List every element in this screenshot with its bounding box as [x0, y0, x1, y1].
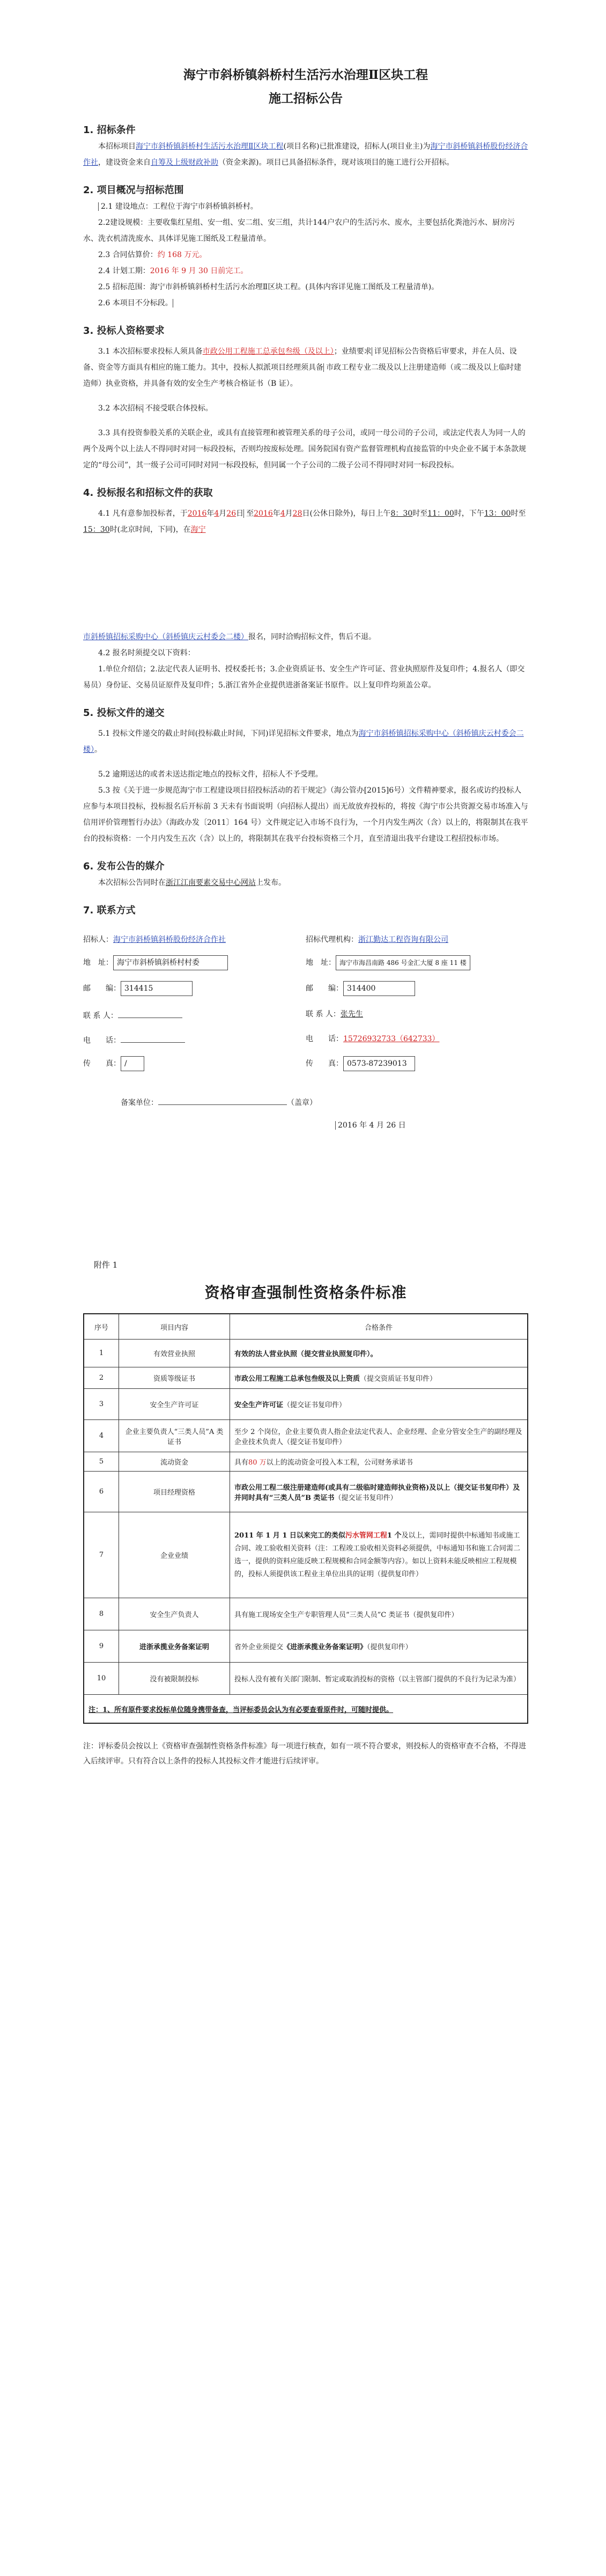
contact-cell	[83, 976, 306, 1001]
section-4-heading: 4. 投标报名和招标文件的获取	[83, 487, 213, 499]
table-row	[84, 1389, 528, 1420]
table-footnote-row	[84, 1695, 528, 1724]
contact-row-phone	[83, 1026, 528, 1051]
text-span: 时(北京时间，下同)，在	[109, 525, 191, 534]
tenderer-zip: 314415	[121, 981, 193, 996]
annex-label: 附件 1	[94, 1260, 118, 1270]
text-span: （资金来源)。项目已具备招标条件，现对该项目的施工进行公开招标。	[218, 158, 454, 167]
blank-space	[83, 538, 528, 629]
contact-row-fax	[83, 1051, 528, 1077]
row-no: 5	[84, 1452, 119, 1472]
row-condition	[230, 1472, 528, 1512]
contact-cell	[306, 928, 528, 950]
tenderer-address: 海宁市斜桥镇斜桥村村委	[113, 955, 228, 970]
registration-location: 市斜桥镇招标采购中心（斜桥镇庆云村委会二楼）	[83, 633, 248, 641]
section-4-item-2: 4.2 报名时须提交以下资料：	[98, 649, 195, 657]
text-span: 2.4 计划工期：	[98, 267, 150, 275]
row-no: 10	[84, 1663, 119, 1695]
text-span: 《进浙承揽业务备案证明》	[283, 1643, 367, 1651]
contact-cell	[83, 1051, 306, 1077]
section-3-item-2	[83, 400, 528, 416]
section-2-item-3	[83, 247, 528, 263]
col-header-condition: 合格条件	[230, 1314, 528, 1340]
text-span: ，并在人员、设备、资金等方面具有相应的施工能力。其中，投标人拟派项目经理须具备	[83, 347, 517, 372]
text-span: 。	[94, 745, 102, 754]
record-suffix: （盖章）	[287, 1099, 317, 1107]
contact-cell	[306, 976, 528, 1001]
table-row	[84, 1472, 528, 1512]
text-span: 年	[206, 509, 215, 518]
contact-cell	[83, 928, 306, 950]
row-no: 1	[84, 1340, 119, 1367]
row-item: 流动资金	[119, 1452, 230, 1472]
text-span: (公休日除外)，每日上午	[309, 509, 391, 518]
table-row	[84, 1598, 528, 1630]
section-4-item-1	[83, 506, 528, 538]
consortium-policy: 不接受	[143, 404, 168, 413]
fax-label: 传 真：	[83, 1059, 121, 1068]
row-condition	[230, 1630, 528, 1663]
text-span: 上发布。	[256, 879, 286, 887]
text-span: 2.6 本项目不分标段。	[98, 299, 173, 308]
qualification-level: 市政公用工程施工总承包叁级（及以上）	[202, 347, 334, 356]
location-field: 海宁	[190, 525, 206, 534]
section-3-item-3: 3.3 具有投资参股关系的关联企业，或具有直接管理和被管理关系的母子公司，或同一母公司的子公司，或法定代表人为同一人的两个及两个以上法人不得同时对同一标段投标，否则均按废标处理。国务院国有资产监督管理机构直接监管的中央企业不属于本条款规定的“母公司”，其一级子公司可同时对同一标段投标，但同属一个子公司的二级子公司不得同时对同一标段投标。	[83, 429, 526, 470]
agency-contact: 张先生	[340, 1010, 363, 1019]
text-cursor-mark	[173, 299, 178, 308]
contact-label: 联 系 人：	[306, 1010, 341, 1019]
annex-title: 资格审查强制性资格条件标准	[204, 1284, 407, 1301]
document-title-line1: 海宁市斜桥镇斜桥村生活污水治理Ⅱ区块工程	[183, 68, 428, 82]
row-item: 进浙承揽业务备案证明	[119, 1630, 230, 1663]
text-span: （提交证书复印件）	[283, 1401, 346, 1409]
document-title-line2: 施工招标公告	[269, 91, 343, 106]
text-span: 详见招标公告资格后审要求	[372, 347, 464, 356]
text-span: 本次招标公告同时在	[98, 879, 166, 887]
submission-location: 海宁市斜桥镇招标采购中心（斜桥镇庆云村委会二楼）	[83, 729, 524, 754]
section-7-heading: 7. 联系方式	[83, 905, 136, 916]
row-condition	[230, 1389, 528, 1420]
table-row	[84, 1367, 528, 1389]
address-label: 地 址：	[306, 958, 336, 967]
text-span: 4.1 凡有意参加投标者，于	[98, 509, 188, 518]
text-span: 市政公用工程二级注册建造师(或具有二级临时建造师执业资格)及以上（提交证书复印件）及并同时具有“三类人员”B 类证书	[234, 1483, 520, 1502]
text-span: 具有	[234, 1459, 249, 1467]
row-condition: 有效的法人营业执照（提交营业执照复印件）。	[230, 1340, 528, 1367]
text-span: 日	[302, 509, 310, 518]
table-header-row	[84, 1314, 528, 1340]
text-span: 3.1 本次招标要求投标人须具备	[98, 347, 203, 356]
text-span: 时至	[511, 509, 526, 518]
tenderer-phone	[121, 1031, 185, 1043]
tenderer-label: 招标人：	[83, 935, 113, 944]
contact-cell	[83, 950, 306, 976]
document-body	[83, 0, 528, 1776]
working-capital: 80 万	[248, 1459, 267, 1467]
row-condition	[230, 1452, 528, 1472]
text-span: 时，下午	[454, 509, 484, 518]
project-type: 污水管网工程	[345, 1531, 387, 1540]
fax-label: 传 真：	[306, 1059, 343, 1068]
date-field: 28	[292, 509, 302, 518]
text-span: （提交资质证书复印件）	[360, 1375, 437, 1383]
phone-label: 电 话：	[306, 1035, 343, 1043]
text-span: (项目名称)已批准建设，招标人(项目业主)为	[283, 142, 431, 151]
text-span: 年	[272, 509, 280, 518]
row-item: 有效营业执照	[119, 1340, 230, 1367]
table-row	[84, 1340, 528, 1367]
planned-duration: 2016 年 9 月 30 日前完工。	[150, 267, 248, 275]
date-field: 4	[214, 509, 219, 518]
contact-label: 联 系 人：	[83, 1012, 118, 1020]
section-2-item-5: 2.5 招标范围：海宁市斜桥镇斜桥村生活污水治理Ⅱ区块工程。(具体内容详见施工图纸及工程量清单)。	[98, 283, 439, 291]
zip-label: 邮 编：	[83, 984, 121, 993]
text-span: 2.3 合同估算价：	[98, 251, 158, 259]
phone-label: 电 话：	[83, 1036, 121, 1045]
table-footnote: 注：1、所有原件要求投标单位随身携带备查，当评标委员会认为有必要查看原件时，可随时提供。	[84, 1695, 528, 1724]
notice-date	[335, 1119, 528, 1130]
contact-row-zip	[83, 976, 528, 1001]
agency-phone: 15726932733（642733）	[343, 1035, 440, 1043]
col-header-item: 项目内容	[119, 1314, 230, 1340]
row-item: 企业主要负责人“三类人员”A 类证书	[119, 1420, 230, 1452]
project-name: 海宁市斜桥镇斜桥村生活污水治理Ⅱ区块工程	[136, 142, 284, 151]
row-no: 6	[84, 1472, 119, 1512]
tenderer-value: 海宁市斜桥镇斜桥股份经济合作社	[113, 935, 226, 944]
row-no: 2	[84, 1367, 119, 1389]
record-unit-line	[121, 1094, 528, 1108]
row-item: 安全生产负责人	[119, 1598, 230, 1630]
section-5-item-3: 5.3 按《关于进一步规范海宁市工程建设项目招投标活动的若干规定》（海公管办[2015]6号）文件精神要求，报名或访约投标人应参与本项目投标，投标报名后开标前 3 天未有书面说明（向招标人提出）而无故放弃投标的，将按《海宁市公共资源交易市场准入与信用评价管理暂行办法》（海政办发〔2011〕164 号）文件规定记入市场不良行为，一个月内发生两次（含）以上的，将限制其在我平台的投标资格：一个月内发生五次（含）以上的，将限制其在我平台投标资格三个月，直至清退出我平台建设工程招投标市场。	[83, 786, 528, 843]
row-no: 4	[84, 1420, 119, 1452]
text-span: 时至	[412, 509, 428, 518]
media-name: 浙江江南要素交易中心网站	[166, 879, 256, 887]
table-row	[84, 1452, 528, 1472]
row-item: 项目经理资格	[119, 1472, 230, 1512]
section-2-item-1	[83, 199, 528, 215]
row-no: 3	[84, 1389, 119, 1420]
date-text: 2016 年 4 月 26 日	[335, 1121, 406, 1130]
text-span: ，建设资金来自	[98, 158, 151, 167]
col-header-no: 序号	[84, 1314, 119, 1340]
row-no: 7	[84, 1512, 119, 1598]
text-span: 5.1 投标文件递交的截止时间(投标截止时间，下同)详见招标文件要求，地点为	[98, 729, 359, 738]
contact-table	[83, 928, 528, 1077]
section-2-item-2: 2.2建设规模：主要收集红星组、安一组、安二组、安三组，共计144户农户的生活污水、废水，主要包括化粪池污水、厨房污水、洗衣机清洗废水、具体详见施工图纸及工程量清单。	[83, 218, 515, 243]
agency-fax: 0573-87239013	[343, 1056, 415, 1071]
contact-cell	[306, 1051, 528, 1077]
text-span: 二级及以上注册建造师（或二级及以上临时建造师）执业资格，并具备有效的安全生产考核合格证书（B 证）。	[83, 363, 521, 388]
row-item: 没有被限制投标	[119, 1663, 230, 1695]
text-span: 本招标项目	[98, 142, 136, 151]
tenderer-contact	[118, 1007, 182, 1018]
text-span: 以上的流动资金可投入本工程，公司财务承诺书	[266, 1459, 413, 1467]
contact-row-address	[83, 950, 528, 976]
date-field: 4	[280, 509, 285, 518]
agency-value: 浙江勤达工程咨询有限公司	[358, 935, 448, 944]
text-span: 报名，同时洽购招标文件，售后不退。	[248, 633, 376, 641]
text-span: 2.1 建设地点：工程位于海宁市斜桥镇斜桥村。	[98, 202, 258, 211]
text-span: 省外企业须提交	[234, 1643, 284, 1651]
contact-cell	[83, 1026, 306, 1051]
table-row	[84, 1420, 528, 1452]
section-3-heading: 3. 投标人资格要求	[83, 325, 165, 336]
section-3-item-1	[83, 343, 528, 392]
row-item: 资质等级证书	[119, 1367, 230, 1389]
section-4-location	[83, 629, 528, 645]
section-2-item-4	[83, 263, 528, 279]
section-5-item-2: 5.2 逾期送达的或者未送达指定地点的投标文件，招标人不予受理。	[98, 770, 323, 779]
contact-row-person	[83, 1001, 528, 1026]
time-field: 11：00	[427, 509, 454, 518]
row-item: 企业业绩	[119, 1512, 230, 1598]
row-condition	[230, 1512, 528, 1598]
contact-cell	[306, 950, 528, 976]
text-span: 市政公用工程施工总承包叁级及以上资质	[234, 1375, 360, 1383]
text-span: 至	[243, 509, 254, 518]
section-2-item-6	[83, 295, 528, 311]
time-field: 8：30	[390, 509, 413, 518]
section-4-item-2-list: 1.单位介绍信；2.法定代表人证明书、授权委托书；3.企业资质证书、安全生产许可证、营业执照原件及复印件；4.报名人（即交易员）身份证、交易员证原件及复印件；5.浙江省外企业提供进浙备案证书原件。以上复印件均须盖公章。	[83, 665, 525, 690]
text-span: 联合体投标。	[167, 404, 213, 413]
table-row	[84, 1630, 528, 1663]
qualification-table	[83, 1313, 528, 1724]
text-span: 3.2 本次招标	[98, 404, 143, 413]
contract-price: 约 168 万元。	[157, 251, 207, 259]
time-field: 13：00	[484, 509, 511, 518]
time-field: 15：30	[83, 525, 110, 534]
date-field: 2016	[254, 509, 273, 518]
section-1-heading: 1. 招标条件	[83, 125, 136, 136]
date-field: 26	[226, 509, 237, 518]
agency-label: 招标代理机构：	[306, 935, 358, 944]
section-2-heading: 2. 项目概况与招标范围	[83, 185, 184, 196]
text-span: （提交证书复印件）	[334, 1494, 397, 1502]
text-span: 月	[219, 509, 227, 518]
text-span: （提供复印件）	[367, 1643, 412, 1651]
text-span: 安全生产许可证	[234, 1401, 284, 1409]
row-condition: 至少 2 个岗位，企业主要负责人指企业法定代表人、企业经理、企业分管安全生产的副经理及企业技术负责人（提交证书复印件）	[230, 1420, 528, 1452]
agency-zip: 314400	[343, 981, 415, 996]
text-span: 及以上，需同时提供中标通知书或施工合同、竣工验收相关资料（注：工程竣工验收相关资料必须提供，中标通知书和施工合同需二选一，提供的资料应能反映工程规模和合同金额等内容）。如以上资料未能反映相应工程规模的，投标人须提供该工程业主单位出具的证明（提供复印件）	[234, 1531, 521, 1578]
text-span: ；业绩要求	[334, 347, 372, 356]
text-span: 2011 年 1 月 1 日以来完工的类似	[234, 1531, 345, 1540]
record-unit-value	[158, 1094, 287, 1105]
row-no: 8	[84, 1598, 119, 1630]
row-condition: 具有施工现场安全生产专职管理人员“三类人员”C 类证书（提供复印件）	[230, 1598, 528, 1630]
text-span: 日	[236, 509, 244, 518]
bottom-note: 注：评标委员会按以上《资格审查强制性资格条件标准》每一项进行核查，如有一项不符合要求，则投标人的资格审查不合格，不得进入后续评审。只有符合以上条件的投标人其投标文件才能进行后续评审。	[83, 1742, 526, 1766]
row-condition	[230, 1367, 528, 1389]
table-row	[84, 1663, 528, 1695]
zip-label: 邮 编：	[306, 984, 343, 993]
row-item: 安全生产许可证	[119, 1389, 230, 1420]
table-row	[84, 1512, 528, 1598]
section-5-item-1	[83, 726, 528, 758]
manager-specialty: 市政工程专业	[323, 363, 371, 372]
contact-cell	[83, 1001, 306, 1026]
contact-cell	[306, 1026, 528, 1051]
contact-row-org	[83, 928, 528, 950]
text-span: 月	[285, 509, 293, 518]
contact-cell	[306, 1001, 528, 1026]
agency-address: 海宁市海昌南路 486 号金汇大厦 8 座 11 楼	[336, 955, 470, 970]
funding-source: 自筹及上级财政补助	[151, 158, 218, 167]
tenderer-fax: /	[121, 1056, 144, 1071]
address-label: 地 址：	[83, 958, 113, 967]
section-6-heading: 6. 发布公告的媒介	[83, 861, 165, 872]
record-label: 备案单位：	[121, 1099, 158, 1107]
section-1-text	[83, 138, 528, 171]
date-field: 2016	[187, 509, 207, 518]
row-condition: 投标人没有被有关部门限制、暂定或取消投标的资格（以主管部门提供的不良行为记录为准）	[230, 1663, 528, 1695]
row-no: 9	[84, 1630, 119, 1663]
tenderer-name: 海宁市斜桥镇斜桥股份经济合作社	[83, 142, 528, 167]
section-6-text	[83, 875, 528, 891]
text-span: 1 个	[387, 1531, 402, 1540]
section-5-heading: 5. 投标文件的递交	[83, 707, 165, 719]
